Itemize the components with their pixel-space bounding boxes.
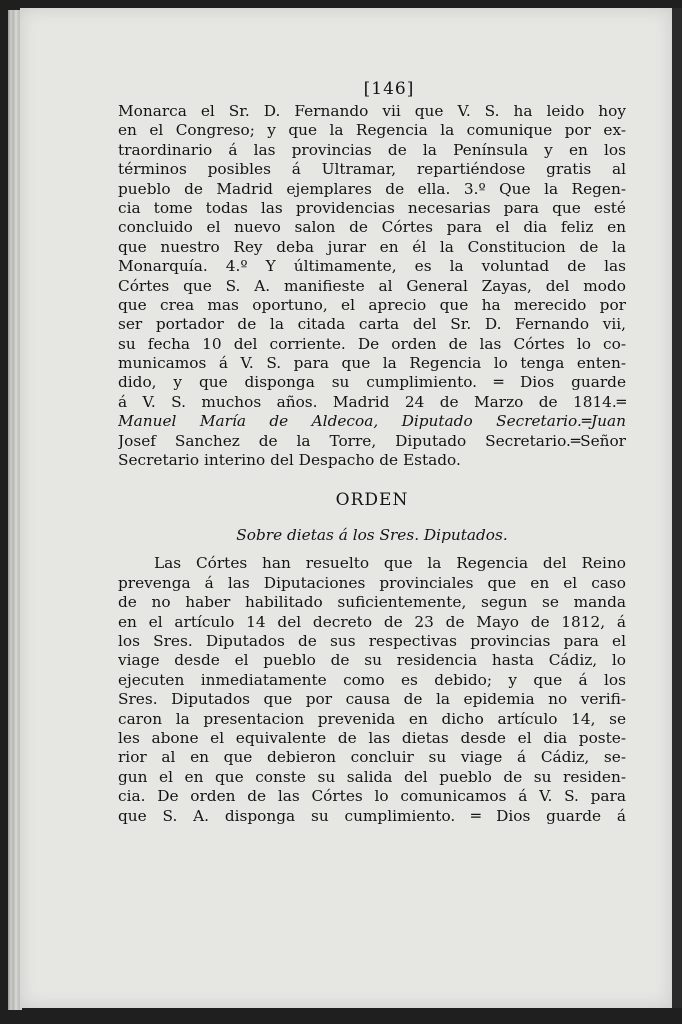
text-line: Las Córtes han resuelto que la Regencia del Reino [154, 554, 626, 573]
section-subheading: Sobre dietas á los Sres. Diputados. [236, 526, 508, 545]
signature-line: Josef Sanchez de la Torre, Diputado Secretario.═Señor [118, 431, 626, 450]
text-line: cia. De orden de las Córtes lo comunicamos á V. S. para [118, 787, 626, 806]
text-line: viage desde el pueblo de su residencia hasta Cádiz, lo [118, 651, 626, 670]
page-number: [146] [363, 79, 415, 99]
text-line: Sres. Diputados que por causa de la epidemia no verifi- [118, 690, 626, 709]
text-line: ser portador de la citada carta del Sr. D. Fernando vii, [118, 315, 626, 334]
text-line: prevenga á las Diputaciones provinciales que en el caso [118, 573, 626, 592]
text-line: á V. S. muchos años. Madrid 24 de Marzo de 1814.═ [118, 392, 626, 411]
text-line: su fecha 10 del corriente. De orden de las Córtes lo co- [118, 334, 626, 353]
text-line: que crea mas oportuno, el aprecio que ha merecido por [118, 295, 626, 314]
text-line: traordinario á las provincias de la Península y en los [118, 140, 626, 159]
text-line: los Sres. Diputados de sus respectivas provincias para el [118, 631, 626, 650]
text-line: municamos á V. S. para que la Regencia lo tenga enten- [118, 354, 626, 373]
text-line: pueblo de Madrid ejemplares de ella. 3.º Que la Regen- [118, 179, 626, 198]
text-line: que nuestro Rey deba jurar en él la Constitucion de la [118, 237, 626, 256]
text-line: ejecuten inmediatamente como es debido; y que á los [118, 670, 626, 689]
text-line: Monarquía. 4.º Y últimamente, es la voluntad de las [118, 257, 626, 276]
text-line: términos posibles á Ultramar, repartiéndose gratis al [118, 160, 626, 179]
section-one-body [118, 102, 626, 470]
page-right-border [672, 8, 682, 1008]
text-line: concluido el nuevo salon de Córtes para el dia feliz en [118, 218, 626, 237]
text-line: en el Congreso; y que la Regencia la comunique por ex- [118, 121, 626, 140]
text-line: Secretario interino del Despacho de Estado. [118, 451, 461, 470]
text-line: Córtes que S. A. manifieste al General Zayas, del modo [118, 276, 626, 295]
text-line: gun el en que conste su salida del pueblo de su residen- [118, 767, 626, 786]
text-line: en el artículo 14 del decreto de 23 de Mayo de 1812, á [118, 612, 626, 631]
text-line: les abone el equivalente de las dietas desde el dia poste- [118, 728, 626, 747]
signature-line: Manuel María de Aldecoa, Diputado Secretario.═Juan [118, 412, 626, 431]
text-line: caron la presentacion prevenida en dicho artículo 14, se [118, 709, 626, 728]
section-heading: ORDEN [335, 490, 409, 511]
text-line: Monarca el Sr. D. Fernando vii que V. S. ha leido hoy [118, 102, 626, 120]
text-line: dido, y que disponga su cumplimiento. ═ Dios guarde [118, 373, 626, 392]
text-line: rior al en que debieron concluir su viage á Cádiz, se- [118, 748, 626, 767]
text-line: de no haber habilitado suficientemente, segun se manda [118, 593, 626, 612]
section-two-body [118, 554, 626, 825]
text-line: cia tome todas las providencias necesarias para que esté [118, 198, 626, 217]
text-line: que S. A. disponga su cumplimiento. ═ Dios guarde á [118, 806, 626, 825]
page-text [118, 78, 626, 826]
